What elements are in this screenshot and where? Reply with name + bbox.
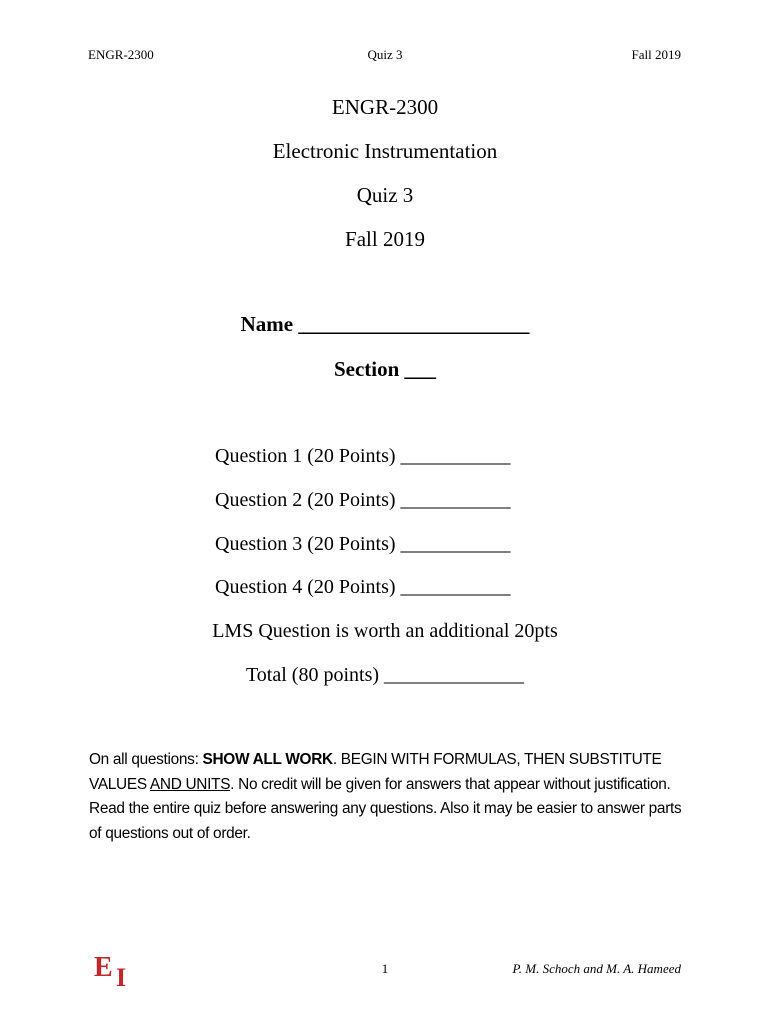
svg-text:I: I — [116, 963, 127, 990]
header-term: Fall 2019 — [631, 47, 681, 62]
title-term: Fall 2019 — [345, 227, 425, 251]
svg-text:E: E — [94, 952, 113, 983]
lms-note: LMS Question is worth an additional 20pts — [212, 620, 558, 642]
instructions-part2: . BEGIN WITH FORMULAS, THEN SUBSTITUTE VALUES — [89, 751, 662, 793]
question-1-score: Question 1 (20 Points) ___________ — [215, 445, 511, 467]
instructions-paragraph — [89, 748, 689, 846]
total-score: Total (80 points) ______________ — [245, 664, 525, 686]
section-field: Section ___ — [333, 357, 437, 381]
title-course: ENGR-2300 — [331, 95, 439, 119]
instructions-show-all-work: SHOW ALL WORK — [202, 751, 333, 768]
instructions-intro: On all questions: — [89, 751, 203, 768]
instructions-and-units: AND UNITS — [149, 775, 231, 793]
title-subject: Electronic Instrumentation — [272, 139, 498, 163]
header-course: ENGR-2300 — [88, 47, 154, 62]
name-field: Name ______________________ — [240, 312, 530, 336]
header-quiz: Quiz 3 — [367, 47, 403, 62]
title-quiz: Quiz 3 — [356, 183, 414, 207]
question-4-score: Question 4 (20 Points) ___________ — [215, 576, 511, 598]
footer-authors: P. M. Schoch and M. A. Hameed — [512, 961, 681, 976]
instructions-part3: . No credit will be given for answers that appear without justification. Read the entire quiz before answering any questions. Also it may be easier to answer parts of questions out of order. — [89, 775, 682, 842]
question-2-score: Question 2 (20 Points) ___________ — [215, 489, 511, 511]
question-3-score: Question 3 (20 Points) ___________ — [215, 533, 511, 555]
page-number: 1 — [381, 961, 389, 976]
